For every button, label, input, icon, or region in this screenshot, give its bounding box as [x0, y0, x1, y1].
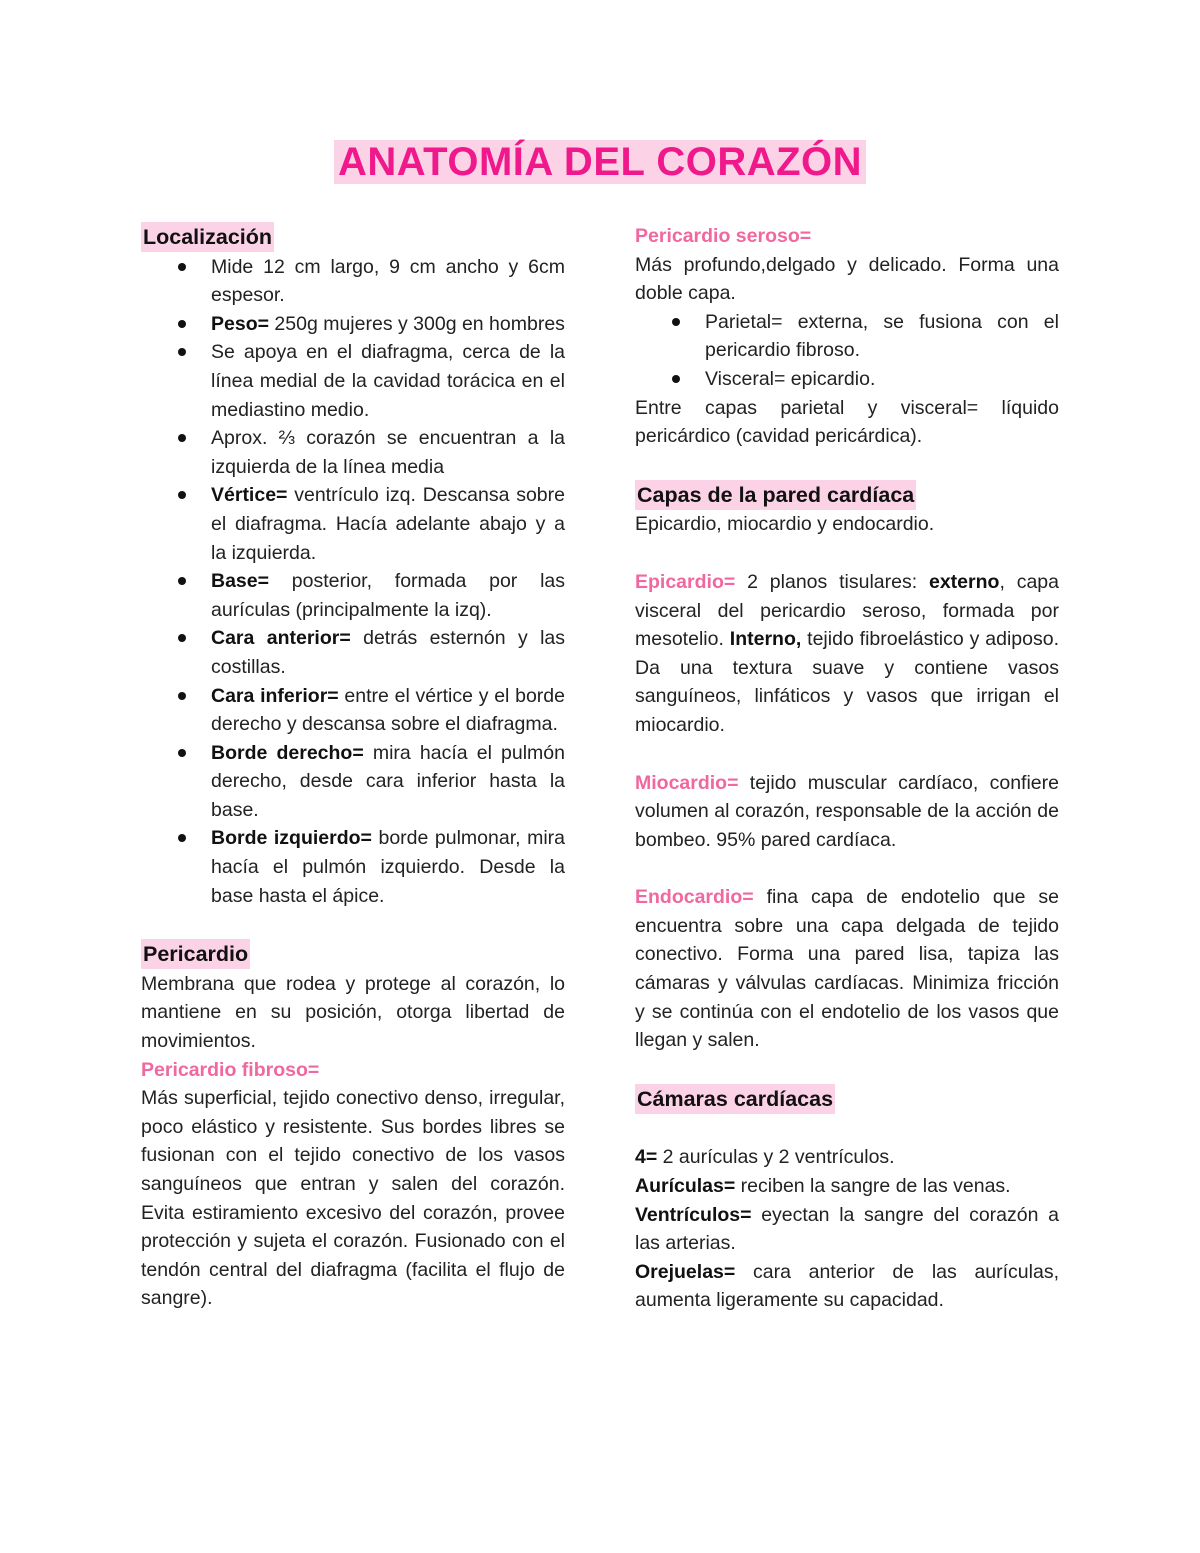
pericardio-intro: Membrana que rodea y protege al corazón, lo mantiene en su posición, otorga libertad de movimientos.	[141, 972, 565, 1053]
entre-capas-text: Entre capas parietal y visceral= líquido pericárdico (cavidad pericárdica).	[635, 396, 1059, 448]
endocardio-label: Endocardio=	[635, 886, 754, 909]
list-item: Borde izquierdo= borde pulmonar, mira hacía el pulmón izquierdo. Desde la base hasta el ápice.	[211, 824, 565, 910]
miocardio-label: Miocardio=	[635, 771, 739, 794]
pericardio-seroso-text: Más profundo,delgado y delicado. Forma una doble capa.	[635, 253, 1059, 305]
seroso-list	[635, 308, 1059, 394]
list-item: Aprox. ⅔ corazón se encuentran a la izquierda de la línea media	[211, 424, 565, 481]
document-title-wrap	[0, 140, 1200, 185]
camaras-item: Orejuelas= cara anterior de las aurículas, aumenta ligeramente su capacidad.	[635, 1260, 1059, 1312]
epicardio-label: Epicardio=	[635, 570, 736, 593]
list-item: Visceral= epicardio.	[705, 365, 1059, 394]
document-title: ANATOMÍA DEL CORAZÓN	[334, 140, 866, 184]
camaras-item: Aurículas= reciben la sangre de las venas.	[635, 1175, 1011, 1198]
capas-intro: Epicardio, miocardio y endocardio.	[635, 513, 935, 536]
list-item: Vértice= ventrículo izq. Descansa sobre el diafragma. Hacía adelante abajo y a la izquierda.	[211, 481, 565, 567]
list-item: Mide 12 cm largo, 9 cm ancho y 6cm espesor.	[211, 253, 565, 310]
left-column	[141, 222, 565, 1313]
heading-capas: Capas de la pared cardíaca	[635, 480, 916, 510]
heading-pericardio: Pericardio	[141, 939, 250, 969]
list-item: Borde derecho= mira hacía el pulmón derecho, desde cara inferior hasta la base.	[211, 739, 565, 825]
camaras-item: 4= 2 aurículas y 2 ventrículos.	[635, 1146, 895, 1169]
list-item: Base= posterior, formada por las aurículas (principalmente la izq).	[211, 567, 565, 624]
list-item: Cara anterior= detrás esternón y las costillas.	[211, 624, 565, 681]
right-column	[635, 222, 1059, 1315]
list-item: Peso= 250g mujeres y 300g en hombres	[211, 310, 565, 339]
pericardio-fibroso-text: Más superficial, tejido conectivo denso, irregular, poco elástico y resistente. Sus bordes libres se fusionan con el tejido conectivo de los vasos sanguíneos que entran y salen del corazón. Evita estiramiento excesivo del corazón, provee protección y sujeta el corazón. Fusionado con el tendón central del diafragma (facilita el flujo de sangre).	[141, 1087, 565, 1310]
endocardio-paragraph: Endocardio= fina capa de endotelio que se encuentra sobre una capa delgada de tejido conectivo. Forma una pared lisa, tapiza las cámaras y válvulas cardíacas. Minimiza fricción y se continúa con el endotelio de los vasos que llegan y salen.	[635, 886, 1059, 1052]
pericardio-seroso-label: Pericardio seroso=	[635, 225, 812, 247]
camaras-item: Ventrículos= eyectan la sangre del corazón a las arterias.	[635, 1203, 1059, 1255]
heading-camaras: Cámaras cardíacas	[635, 1084, 835, 1114]
heading-localizacion: Localización	[141, 222, 274, 252]
epicardio-paragraph: Epicardio= 2 planos tisulares: externo, capa visceral del pericardio seroso, formada por mesotelio. Interno, tejido fibroelástico y adiposo. Da una textura suave y contiene vasos sanguíneos, linfáticos y vasos que irrigan el miocardio.	[635, 570, 1059, 736]
miocardio-paragraph: Miocardio= tejido muscular cardíaco, confiere volumen al corazón, responsable de la acción de bombeo. 95% pared cardíaca.	[635, 771, 1059, 851]
list-item: Cara inferior= entre el vértice y el borde derecho y descansa sobre el diafragma.	[211, 682, 565, 739]
list-item: Se apoya en el diafragma, cerca de la línea medial de la cavidad torácica en el mediastino medio.	[211, 338, 565, 424]
pericardio-fibroso-label: Pericardio fibroso=	[141, 1058, 320, 1081]
list-item: Parietal= externa, se fusiona con el pericardio fibroso.	[705, 308, 1059, 365]
localizacion-list	[141, 253, 565, 911]
